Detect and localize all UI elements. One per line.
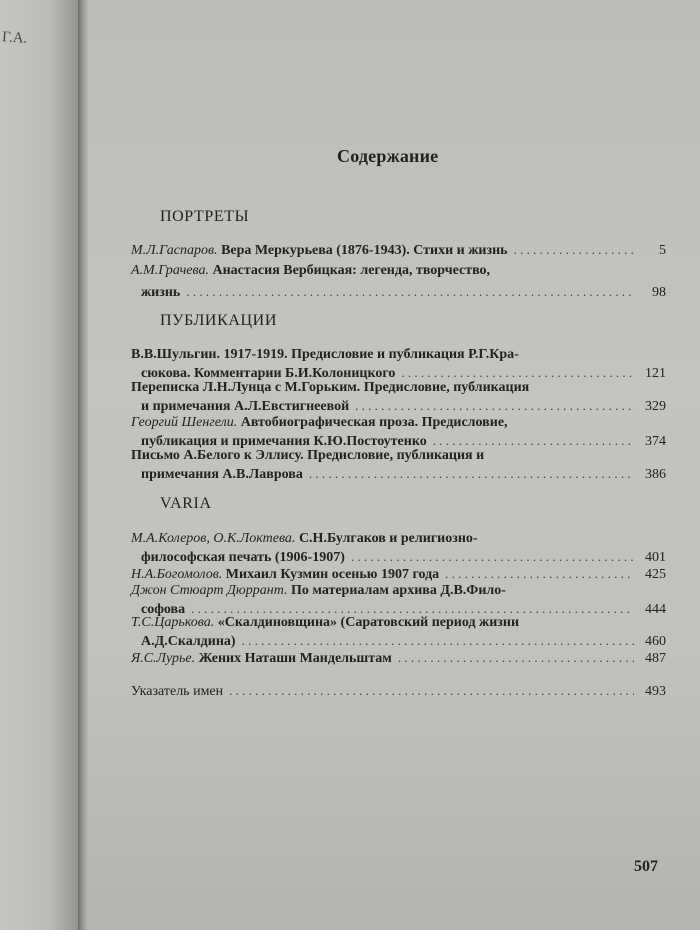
entry-author: М.Л.Гаспаров. bbox=[131, 243, 218, 258]
leader-dots bbox=[398, 649, 634, 667]
leader-dots bbox=[242, 632, 634, 650]
entry-page: 425 bbox=[645, 567, 666, 582]
toc-entry[interactable] bbox=[131, 414, 666, 450]
entry-title-line: философская печать (1906-1907) bbox=[141, 550, 345, 565]
entry-title-line: В.В.Шульгин. 1917-1919. Предисловие и публикация Р.Г.Кра- bbox=[131, 347, 519, 362]
page-number: 507 bbox=[634, 858, 658, 875]
entry-author: Т.С.Царькова. bbox=[131, 615, 215, 630]
entry-author: Я.С.Лурье. bbox=[131, 651, 196, 666]
page-title: Содержание bbox=[337, 146, 439, 166]
left-page bbox=[0, 0, 82, 930]
left-page-edge-text: Г.А. bbox=[1, 29, 28, 47]
toc-entry[interactable] bbox=[131, 346, 666, 382]
entry-title-line: С.Н.Булгаков и религиозно- bbox=[298, 531, 478, 546]
toc-entry[interactable] bbox=[131, 379, 666, 415]
toc-entry[interactable] bbox=[131, 614, 666, 650]
toc-entry[interactable] bbox=[131, 447, 666, 483]
toc-entry[interactable] bbox=[131, 241, 666, 259]
leader-dots bbox=[309, 465, 634, 483]
toc-entry[interactable] bbox=[131, 565, 666, 583]
entry-author: Джон Стюарт Дюррант. bbox=[131, 583, 288, 598]
leader-dots bbox=[351, 548, 634, 566]
leader-dots bbox=[355, 397, 634, 415]
entry-author: Георгий Шенгели. bbox=[131, 415, 238, 430]
entry-title-line: «Скалдиновщина» (Саратовский период жизни bbox=[217, 615, 520, 630]
leader-dots bbox=[229, 682, 634, 700]
entry-page: 386 bbox=[645, 467, 666, 482]
index-label: Указатель имен bbox=[131, 684, 224, 699]
entry-author: А.М.Грачева. bbox=[131, 263, 209, 278]
entry-title-line: и примечания А.Л.Евстигнеевой bbox=[141, 399, 350, 414]
entry-page: 121 bbox=[645, 366, 666, 381]
toc-entry[interactable] bbox=[131, 530, 666, 566]
entry-title-line: Анастасия Вербицкая: легенда, творчество, bbox=[212, 263, 491, 278]
entry-page: 374 bbox=[645, 434, 666, 449]
toc-entry[interactable] bbox=[131, 262, 666, 301]
leader-dots bbox=[186, 283, 634, 301]
section-heading-publications: ПУБЛИКАЦИИ bbox=[160, 312, 277, 329]
entry-page: 5 bbox=[659, 243, 666, 258]
entry-title-line: публикация и примечания К.Ю.Постоутенко bbox=[141, 434, 427, 449]
entry-title-line: примечания А.В.Лаврова bbox=[141, 467, 303, 482]
toc-entry[interactable] bbox=[131, 649, 666, 667]
entry-title-line: софова bbox=[141, 602, 186, 617]
toc-entry[interactable] bbox=[131, 582, 666, 618]
entry-title-line: сюкова. Комментарии Б.И.Колоницкого bbox=[141, 366, 396, 381]
leader-dots bbox=[514, 241, 634, 259]
entry-page: 401 bbox=[645, 550, 666, 565]
entry-title-line: Вера Меркурьева (1876-1943). Стихи и жизнь bbox=[221, 243, 508, 258]
entry-title-line: Автобиографическая проза. Предисловие, bbox=[240, 415, 508, 430]
entry-author: М.А.Колеров, О.К.Локтева. bbox=[131, 531, 296, 546]
entry-page: 487 bbox=[645, 651, 666, 666]
entry-page: 444 bbox=[645, 602, 666, 617]
entry-title-line: Переписка Л.Н.Лунца с М.Горьким. Предисловие, публикация bbox=[131, 380, 530, 395]
entry-page: 329 bbox=[645, 399, 666, 414]
entry-title-line: Михаил Кузмин осенью 1907 года bbox=[225, 567, 440, 582]
entry-page: 460 bbox=[645, 634, 666, 649]
entry-title-line: жизнь bbox=[141, 285, 181, 300]
entry-title-line: А.Д.Скалдина) bbox=[141, 634, 236, 649]
section-heading-varia: VARIA bbox=[160, 495, 212, 512]
toc-entry-index[interactable] bbox=[131, 682, 666, 700]
book-gutter bbox=[78, 0, 88, 930]
leader-dots bbox=[445, 565, 634, 583]
entry-author: Н.А.Богомолов. bbox=[131, 567, 223, 582]
section-heading-portraits: ПОРТРЕТЫ bbox=[160, 208, 250, 225]
entry-title-line: По материалам архива Д.В.Фило- bbox=[290, 583, 506, 598]
entry-page: 98 bbox=[652, 285, 666, 300]
entry-title-line: Жених Наташи Мандельштам bbox=[198, 651, 392, 666]
entry-page: 493 bbox=[645, 684, 666, 699]
entry-title-line: Письмо А.Белого к Эллису. Предисловие, публикация и bbox=[131, 448, 485, 463]
